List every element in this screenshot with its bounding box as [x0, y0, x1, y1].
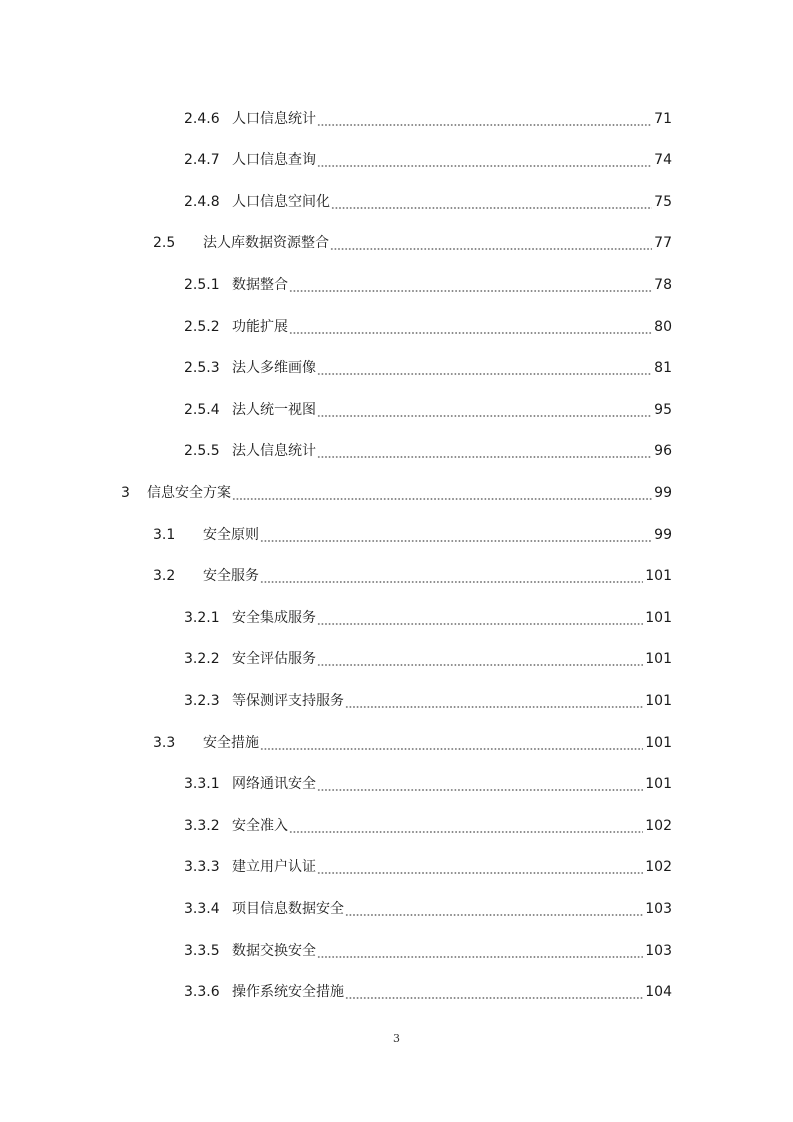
dot-leader [317, 442, 652, 460]
toc-entry-page: 101 [645, 776, 672, 792]
toc-entry[interactable] [184, 149, 672, 169]
toc-entry-title: 安全集成服务 [232, 610, 316, 626]
dot-leader [289, 276, 652, 294]
dot-leader [317, 858, 643, 876]
page-number: 3 [393, 1032, 400, 1045]
dot-leader [289, 318, 652, 336]
toc-entry[interactable] [184, 399, 672, 419]
toc-entry-title: 安全评估服务 [232, 651, 316, 667]
toc-entry[interactable] [184, 690, 672, 710]
toc-entry[interactable] [153, 565, 672, 585]
toc-entry-page: 77 [654, 235, 672, 251]
toc-entry[interactable] [153, 524, 672, 544]
toc-entry-page: 81 [654, 360, 672, 376]
dot-leader [260, 526, 652, 544]
toc-entry[interactable] [184, 108, 672, 128]
toc-entry[interactable] [184, 648, 672, 668]
toc-entry-title: 安全原则 [203, 527, 259, 543]
toc-entry-page: 102 [645, 859, 672, 875]
toc-entry-page: 102 [645, 818, 672, 834]
toc-entry-title: 人口信息空间化 [232, 194, 330, 210]
toc-entry-title: 法人多维画像 [232, 360, 316, 376]
toc-entry-number: 3.2.1 [184, 610, 220, 626]
toc-entry-number: 3 [121, 485, 130, 501]
toc-entry-title: 网络通讯安全 [232, 776, 316, 792]
toc-entry-number: 3.2.2 [184, 651, 220, 667]
toc-entry-number: 2.5.5 [184, 443, 220, 459]
toc-entry-title: 人口信息查询 [232, 152, 316, 168]
dot-leader [317, 775, 643, 793]
toc-entry-page: 99 [654, 527, 672, 543]
dot-leader [345, 692, 643, 710]
toc-entry-number: 3.2.3 [184, 693, 220, 709]
toc-entry-title: 建立用户认证 [232, 859, 316, 875]
toc-entry-number: 3.3.6 [184, 984, 220, 1000]
toc-entry[interactable] [184, 274, 672, 294]
toc-entry[interactable] [184, 940, 672, 960]
toc-entry[interactable] [184, 440, 672, 460]
toc-entry-title: 安全准入 [232, 818, 288, 834]
toc-entry-page: 101 [645, 735, 672, 751]
toc-entry-number: 2.4.7 [184, 152, 220, 168]
toc-entry-title: 法人统一视图 [232, 402, 316, 418]
toc-entry-title: 人口信息统计 [232, 111, 316, 127]
toc-entry-page: 101 [645, 568, 672, 584]
toc-entry[interactable] [153, 732, 672, 752]
dot-leader [331, 193, 652, 211]
dot-leader [317, 151, 652, 169]
toc-entry-page: 103 [645, 943, 672, 959]
toc-entry-title: 安全服务 [203, 568, 259, 584]
toc-entry-page: 103 [645, 901, 672, 917]
toc-entry-number: 3.3.5 [184, 943, 220, 959]
toc-entry-title: 操作系统安全措施 [232, 984, 344, 1000]
toc-entry-number: 2.5.1 [184, 277, 220, 293]
toc-entry[interactable] [184, 856, 672, 876]
toc-entry-title: 功能扩展 [232, 319, 288, 335]
toc-entry-page: 99 [654, 485, 672, 501]
dot-leader [345, 983, 643, 1001]
toc-entry[interactable] [184, 357, 672, 377]
toc-entry-number: 3.3.2 [184, 818, 220, 834]
dot-leader [317, 359, 652, 377]
toc-entry-number: 2.5.2 [184, 319, 220, 335]
toc-entry-title: 法人库数据资源整合 [203, 235, 329, 251]
toc-entry-number: 2.5 [153, 235, 176, 251]
toc-entry-number: 2.4.6 [184, 111, 220, 127]
toc-entry-page: 71 [654, 111, 672, 127]
toc-entry-title: 等保测评支持服务 [232, 693, 344, 709]
dot-leader [232, 484, 652, 502]
toc-entry[interactable] [184, 316, 672, 336]
toc-entry-page: 95 [654, 402, 672, 418]
toc-entry-number: 3.1 [153, 527, 176, 543]
toc-entry-number: 3.3.3 [184, 859, 220, 875]
toc-entry-page: 75 [654, 194, 672, 210]
dot-leader [289, 817, 643, 835]
dot-leader [345, 900, 643, 918]
toc-entry-title: 信息安全方案 [147, 485, 231, 501]
toc-entry-page: 101 [645, 651, 672, 667]
toc-entry-number: 2.5.4 [184, 402, 220, 418]
toc-entry[interactable] [153, 232, 672, 252]
toc-entry[interactable] [184, 607, 672, 627]
dot-leader [260, 734, 643, 752]
toc-entry[interactable] [184, 773, 672, 793]
dot-leader [317, 401, 652, 419]
toc-entry[interactable] [184, 981, 672, 1001]
toc-entry-number: 2.5.3 [184, 360, 220, 376]
toc-entry-page: 74 [654, 152, 672, 168]
toc-entry-number: 3.3 [153, 735, 176, 751]
toc-entry-page: 78 [654, 277, 672, 293]
toc-entry[interactable] [184, 191, 672, 211]
toc-entry-number: 3.3.1 [184, 776, 220, 792]
toc-entry-number: 2.4.8 [184, 194, 220, 210]
dot-leader [260, 567, 643, 585]
toc-entry-title: 安全措施 [203, 735, 259, 751]
toc-entry[interactable] [184, 815, 672, 835]
toc-entry[interactable] [184, 898, 672, 918]
dot-leader [330, 234, 652, 252]
toc-entry-number: 3.2 [153, 568, 176, 584]
dot-leader [317, 609, 643, 627]
dot-leader [317, 110, 652, 128]
toc-entry-page: 101 [645, 610, 672, 626]
toc-entry-title: 项目信息数据安全 [232, 901, 344, 917]
toc-entry-title: 数据交换安全 [232, 943, 316, 959]
toc-entry-page: 101 [645, 693, 672, 709]
toc-entry-title: 数据整合 [232, 277, 288, 293]
toc-entry-title: 法人信息统计 [232, 443, 316, 459]
toc-entry[interactable] [121, 482, 672, 502]
toc-entry-page: 104 [645, 984, 672, 1000]
dot-leader [317, 942, 643, 960]
toc-entry-number: 3.3.4 [184, 901, 220, 917]
toc-entry-page: 96 [654, 443, 672, 459]
toc-entry-page: 80 [654, 319, 672, 335]
dot-leader [317, 650, 643, 668]
